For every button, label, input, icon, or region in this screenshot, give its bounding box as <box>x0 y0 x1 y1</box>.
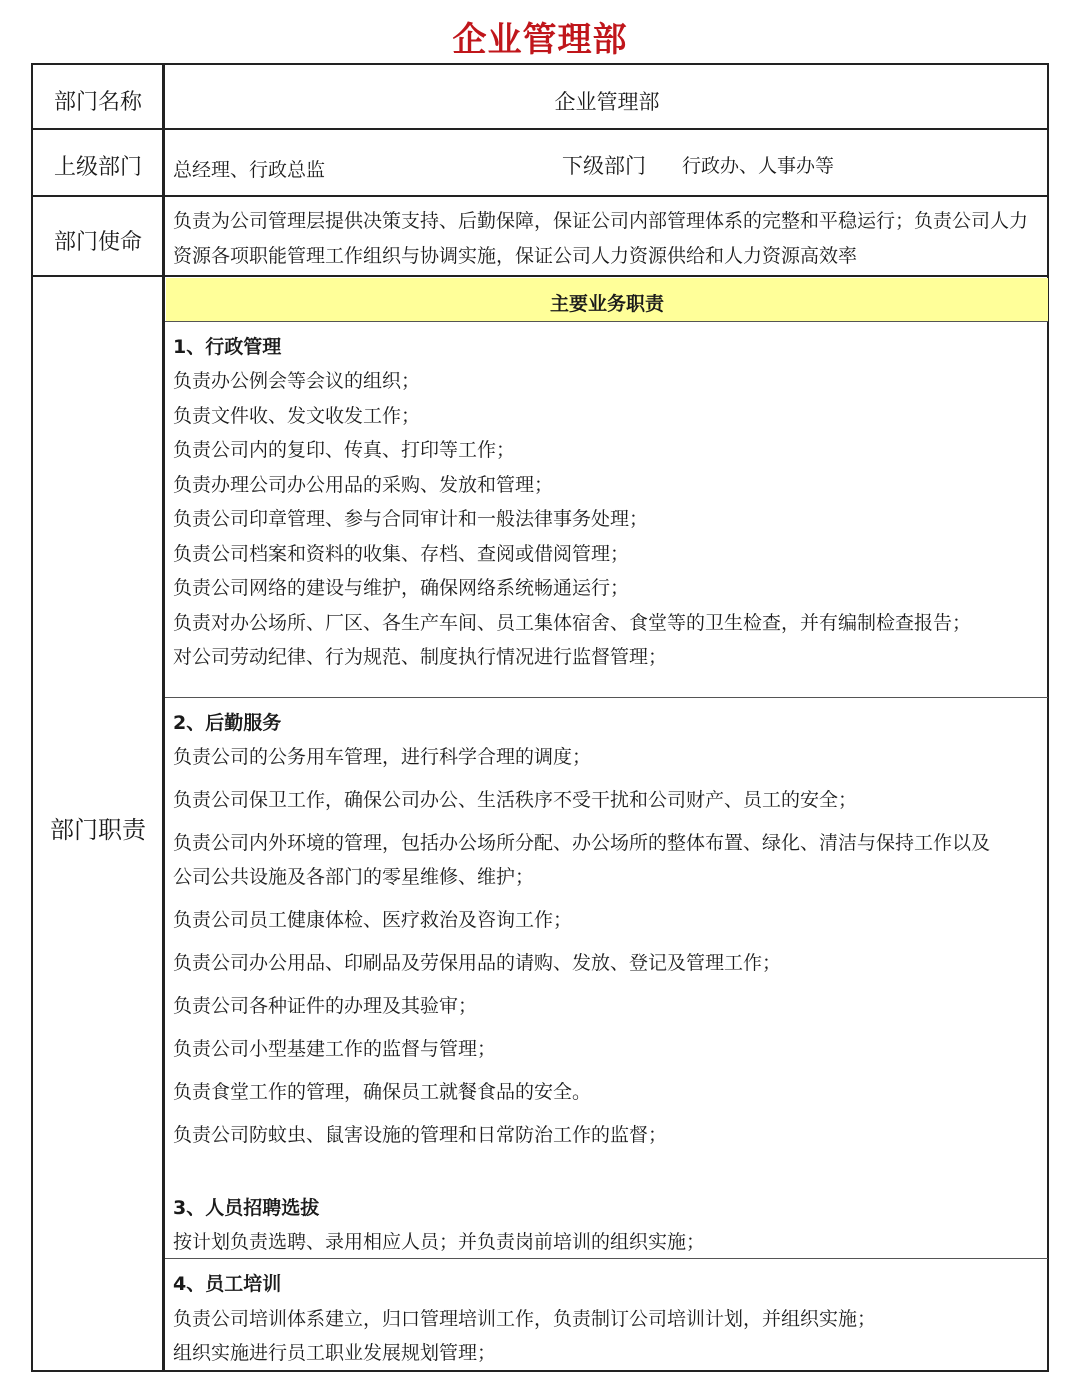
section-divider <box>165 1258 1048 1259</box>
duty-item: 组织实施进行员工职业发展规划管理； <box>173 1342 497 1364</box>
row-divider <box>31 128 1049 130</box>
label-duties: 部门职责 <box>50 816 146 844</box>
parent-dept-value: 总经理、行政总监 <box>173 159 326 181</box>
dept-name-value: 企业管理部 <box>554 90 660 114</box>
duty-item: 负责文件收、发文收发工作； <box>173 405 421 427</box>
section-title: 4、员工培训 <box>173 1273 282 1295</box>
header-divider <box>165 321 1048 322</box>
duty-item: 公司公共设施及各部门的零星维修、维护； <box>173 866 535 888</box>
duty-item: 负责公司培训体系建立，归口管理培训工作，负责制订公司培训计划，并组织实施； <box>173 1308 877 1330</box>
duty-item: 负责公司印章管理、参与合同审计和一般法律事务处理； <box>173 508 649 530</box>
label-dept-name: 部门名称 <box>53 90 142 115</box>
sub-dept-value: 行政办、人事办等 <box>682 155 835 177</box>
duty-item: 负责对办公场所、厂区、各生产车间、员工集体宿舍、食堂等的卫生检查，并有编制检查报告； <box>173 612 972 634</box>
duty-item: 负责公司办公用品、印刷品及劳保用品的请购、发放、登记及管理工作； <box>173 952 782 974</box>
label-mission: 部门使命 <box>53 230 142 255</box>
sub-dept-label: 下级部门 <box>562 154 646 178</box>
page-title: 企业管理部 <box>452 20 628 60</box>
duty-item: 负责公司内的复印、传真、打印等工作； <box>173 439 516 461</box>
duty-item: 负责公司的公务用车管理，进行科学合理的调度； <box>173 746 592 768</box>
section-title: 3、人员招聘选拔 <box>173 1197 320 1219</box>
mission-line: 资源各项职能管理工作组织与协调实施，保证公司人力资源供给和人力资源高效率 <box>173 245 858 267</box>
duty-item: 对公司劳动纪律、行为规范、制度执行情况进行监督管理； <box>173 646 668 668</box>
duties-header: 主要业务职责 <box>549 293 664 315</box>
row-divider <box>31 275 1049 277</box>
duty-item: 负责办公例会等会议的组织； <box>173 370 421 392</box>
row-divider <box>31 195 1049 197</box>
duty-item: 负责公司档案和资料的收集、存档、查阅或借阅管理； <box>173 543 630 565</box>
section-divider <box>165 697 1048 698</box>
duty-item: 负责公司防蚊虫、鼠害设施的管理和日常防治工作的监督； <box>173 1124 668 1146</box>
duty-item: 负责公司保卫工作，确保公司办公、生活秩序不受干扰和公司财产、员工的安全； <box>173 789 858 811</box>
label-parent-dept: 上级部门 <box>53 155 142 180</box>
duty-item: 负责公司员工健康体检、医疗救治及咨询工作； <box>173 909 573 931</box>
duty-item: 负责公司网络的建设与维护，确保网络系统畅通运行； <box>173 577 630 599</box>
duty-item: 负责公司各种证件的办理及其验审； <box>173 995 478 1017</box>
section-title: 2、后勤服务 <box>173 712 282 734</box>
mission-line: 负责为公司管理层提供决策支持、后勤保障，保证公司内部管理体系的完整和平稳运行；负责公司人力 <box>173 210 1029 232</box>
duty-item: 负责公司小型基建工作的监督与管理； <box>173 1038 497 1060</box>
duty-item: 负责办理公司办公用品的采购、发放和管理； <box>173 474 554 496</box>
duty-item: 按计划负责选聘、录用相应人员；并负责岗前培训的组织实施； <box>173 1231 706 1253</box>
section-title: 1、行政管理 <box>173 336 282 358</box>
duty-item: 负责食堂工作的管理，确保员工就餐食品的安全。 <box>173 1081 592 1103</box>
duty-item: 负责公司内外环境的管理，包括办公场所分配、办公场所的整体布置、绿化、清洁与保持工作以及 <box>173 832 991 854</box>
column-divider <box>162 63 165 1372</box>
